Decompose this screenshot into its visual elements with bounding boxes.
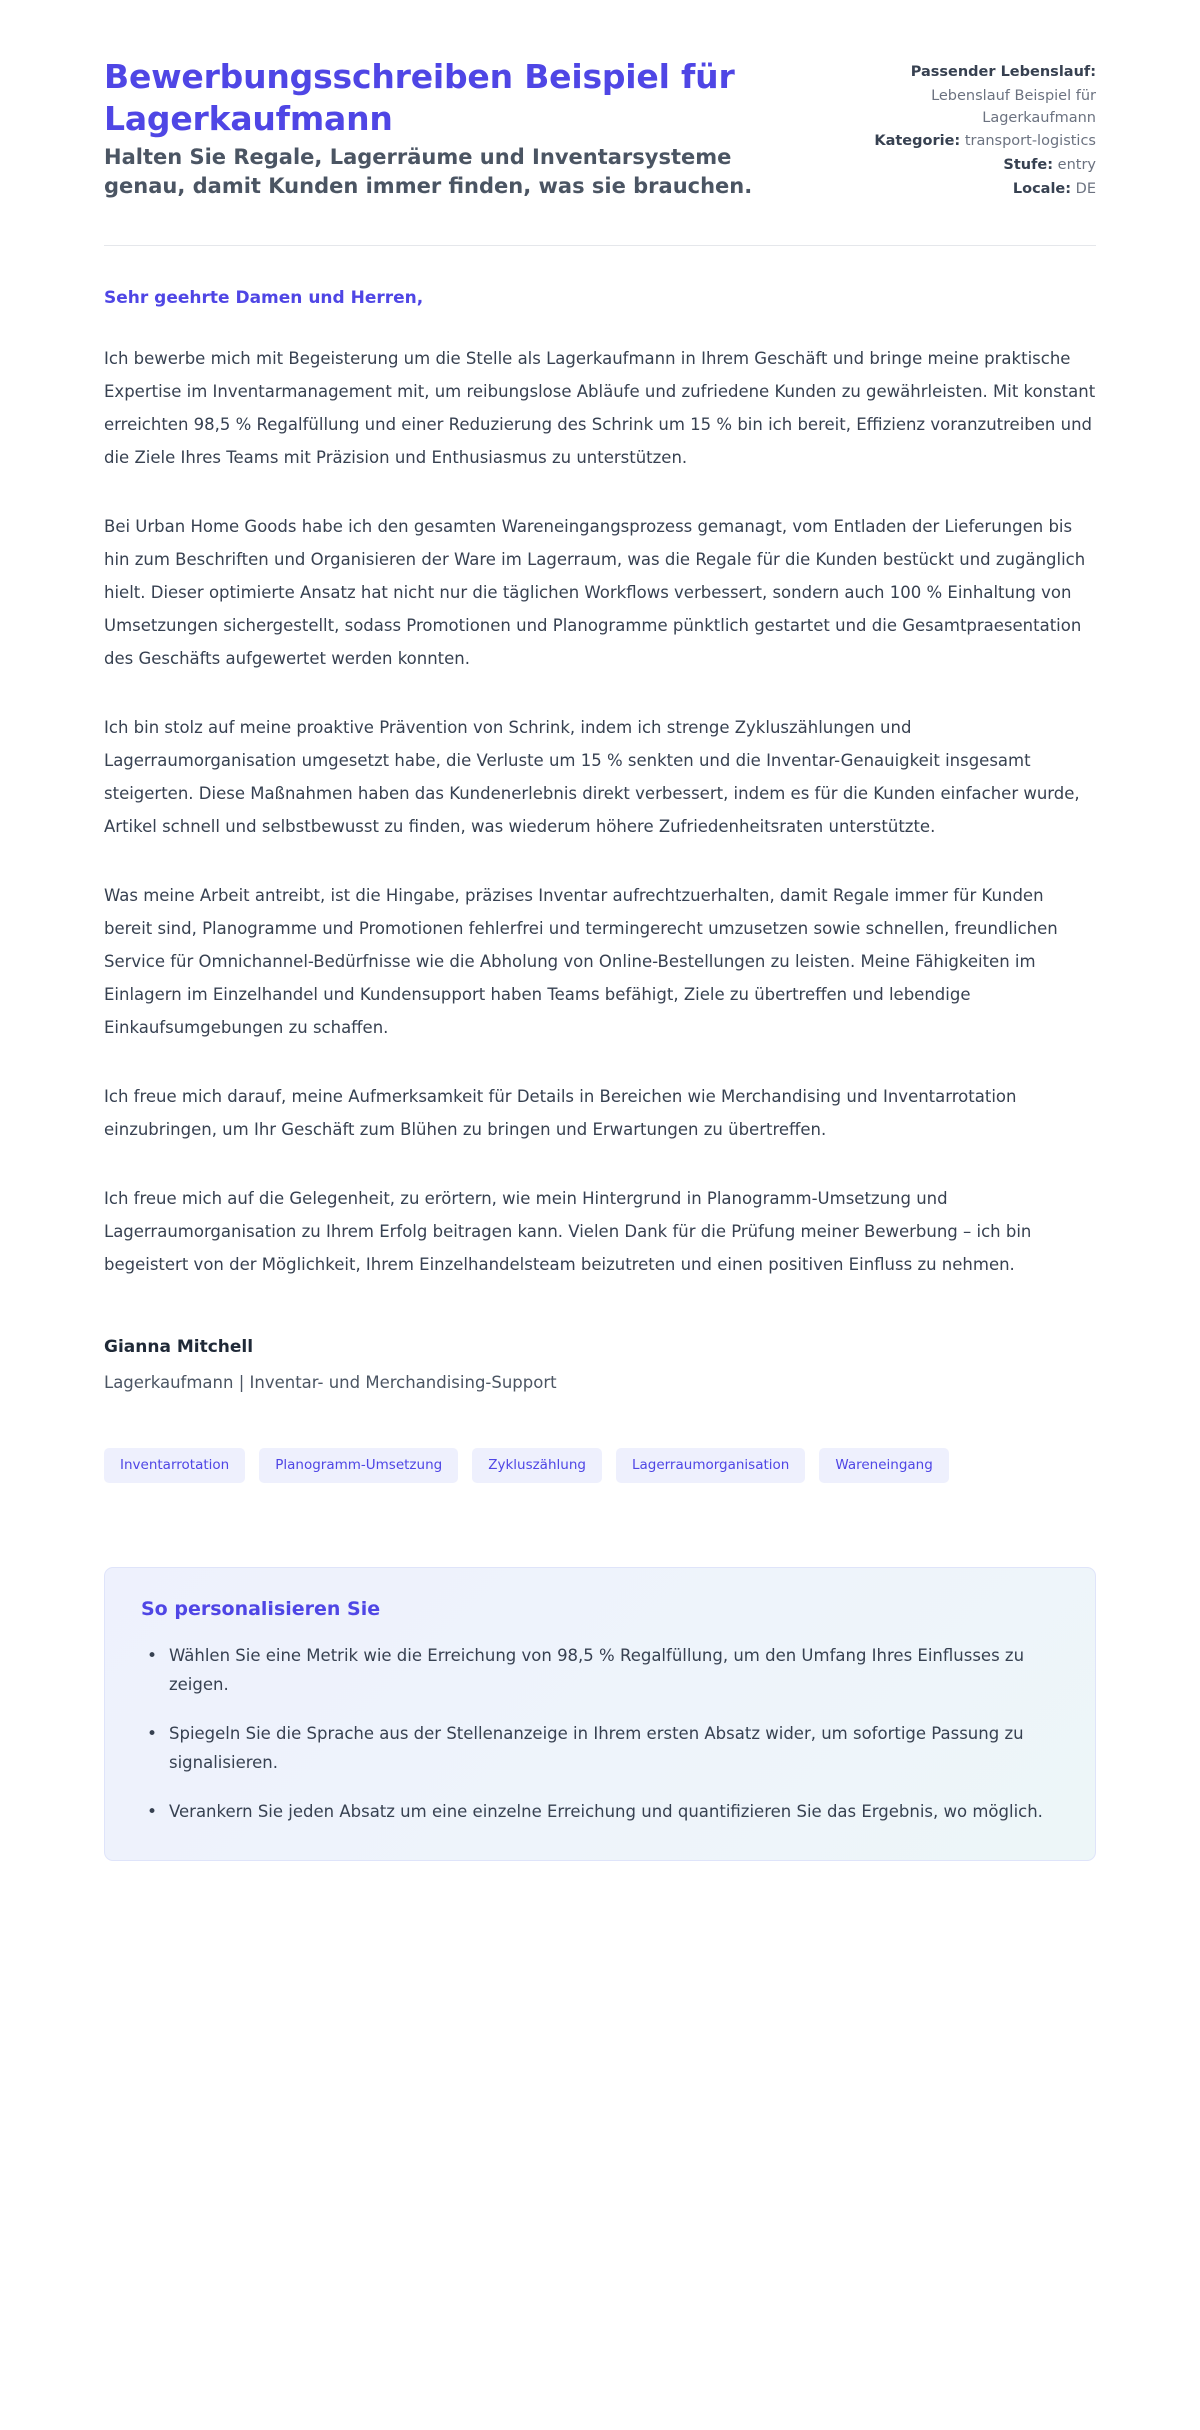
- letter-body: [104, 246, 1096, 1392]
- bullet-icon: •: [147, 1801, 158, 1822]
- signature-role: Lagerkaufmann | Inventar- und Merchandising-Support: [104, 1372, 557, 1392]
- letter-paragraph: Was meine Arbeit antreibt, ist die Hingabe, präzises Inventar aufrechtzuerhalten, damit Regale immer für Kunden bereit sind, Planogramme und Promotionen fehlerfrei und termingerecht umzusetzen sowie schnellen, freundlichen Service für Omnichannel-Bedürfnisse wie die Abholung von Online-Bestellungen zu leisten. Meine Fähigkeiten im Einlagern im Einzelhandel und Kundensupport haben Teams befähigt, Ziele zu übertreffen und lebendige Einkaufsumgebungen zu schaffen.: [104, 885, 1058, 1037]
- list-item-text: Spiegeln Sie die Sprache aus der Stellenanzeige in Ihrem ersten Absatz wider, um sofortige Passung zu signalisieren.: [169, 1723, 1024, 1772]
- list-item: [141, 1798, 1059, 1827]
- meta-matching-resume: [844, 62, 1096, 84]
- list-item: [141, 1720, 1059, 1778]
- header-title-block: [104, 56, 804, 201]
- page-subtitle: Halten Sie Regale, Lagerräume und Inventarsysteme genau, damit Kunden immer finden, was sie brauchen.: [104, 145, 753, 199]
- meta-level-label: Stufe:: [1003, 157, 1054, 173]
- list-item-text: Wählen Sie eine Metrik wie die Erreichung von 98,5 % Regalfüllung, um den Umfang Ihres Einflusses zu zeigen.: [169, 1646, 1025, 1694]
- letter-salutation: Sehr geehrte Damen und Herren,: [104, 287, 424, 308]
- letter-paragraph: Ich bewerbe mich mit Begeisterung um die Stelle als Lagerkaufmann in Ihrem Geschäft und bringe meine praktische Expertise im Inventarmanagement mit, um reibungslose Abläufe und zufriedene Kunden zu gewährleisten. Mit konstant erreichten 98,5 % Regalfüllung und einer Reduzierung des Schrink um 15 % bin ich bereit, Effizienz voranzutreiben und die Ziele Ihres Teams mit Präzision und Enthusiasmus zu unterstützen.: [104, 348, 1096, 467]
- skill-tag-list: [104, 1448, 984, 1484]
- meta-locale-value: DE: [1075, 180, 1096, 197]
- letter-paragraph: Ich bin stolz auf meine proaktive Prävention von Schrink, indem ich strenge Zykluszählungen und Lagerraumorganisation umgesetzt habe, die Verluste um 15 % senkten und die Inventar-Genauigkeit insgesamt steigerten. Diese Maßnahmen haben das Kundenerlebnis direkt verbessert, indem es für die Kunden einfacher wurde, Artikel schnell und selbstbewusst zu finden, was wiederum höhere Zufriedenheitsraten unterstützte.: [104, 717, 1080, 836]
- list-item-text: Verankern Sie jeden Absatz um eine einzelne Erreichung und quantifizieren Sie das Ergebnis, wo möglich.: [169, 1801, 1043, 1821]
- callout-title: So personalisieren Sie: [141, 1598, 381, 1620]
- meta-matching-resume-value: Lebenslauf Beispiel für Lagerkaufmann: [931, 87, 1096, 126]
- skill-tag[interactable]: Inventarrotation: [104, 1448, 245, 1484]
- letter-paragraph: Ich freue mich darauf, meine Aufmerksamkeit für Details in Bereichen wie Merchandising und Inventarrotation einzubringen, um Ihr Geschäft zum Blühen zu bringen und Erwartungen zu übertreffen.: [104, 1086, 1017, 1139]
- document-header: [104, 56, 1096, 203]
- signature-name: Gianna Mitchell: [104, 1336, 254, 1357]
- letter-paragraph: Ich freue mich auf die Gelegenheit, zu erörtern, wie mein Hintergrund in Planogramm-Umsetzung und Lagerraumorganisation zu Ihrem Erfolg beitragen kann. Vielen Dank für die Prüfung meiner Bewerbung – ich bin begeistert von der Möglichkeit, Ihrem Einzelhandelsteam beizutreten und einen positiven Einfluss zu nehmen.: [104, 1188, 1032, 1274]
- personalization-callout: [104, 1567, 1096, 1861]
- meta-level-value: entry: [1057, 157, 1096, 173]
- page-title: Bewerbungsschreiben Beispiel für Lagerkaufmann: [104, 57, 735, 138]
- bullet-icon: •: [147, 1646, 158, 1666]
- meta-category: [844, 131, 1096, 153]
- meta-matching-resume-label: Passender Lebenslauf:: [910, 64, 1096, 80]
- bullet-icon: •: [147, 1723, 158, 1744]
- skill-tag[interactable]: Zykluszählung: [472, 1448, 602, 1484]
- meta-level: [844, 155, 1096, 177]
- list-item: [141, 1642, 1059, 1700]
- letter-paragraph: Bei Urban Home Goods habe ich den gesamten Wareneingangsprozess gemanagt, vom Entladen der Lieferungen bis hin zum Beschriften und Organisieren der Ware im Lagerraum, was die Regale für die Kunden bestückt und zugänglich hielt. Dieser optimierte Ansatz hat nicht nur die täglichen Workflows verbessert, sondern auch 100 % Einhaltung von Umsetzungen sichergestellt, sodass Promotionen und Planogramme pünktlich gestartet und die Gesamtpraesentation des Geschäfts aufgewertet werden konnten.: [104, 516, 1086, 668]
- skill-tag[interactable]: Wareneingang: [819, 1448, 948, 1484]
- meta-category-label: Kategorie:: [874, 133, 961, 150]
- letter-signature: [104, 1337, 1096, 1392]
- document-metadata: [844, 56, 1096, 203]
- skill-tag[interactable]: Lagerraumorganisation: [616, 1448, 805, 1484]
- callout-list: [141, 1642, 1059, 1826]
- meta-locale-label: Locale:: [1012, 180, 1072, 197]
- meta-matching-resume-value-row: [844, 86, 1096, 130]
- meta-locale: [844, 179, 1096, 201]
- skill-tag[interactable]: Planogramm-Umsetzung: [259, 1448, 458, 1484]
- meta-category-value: transport-logistics: [964, 133, 1096, 150]
